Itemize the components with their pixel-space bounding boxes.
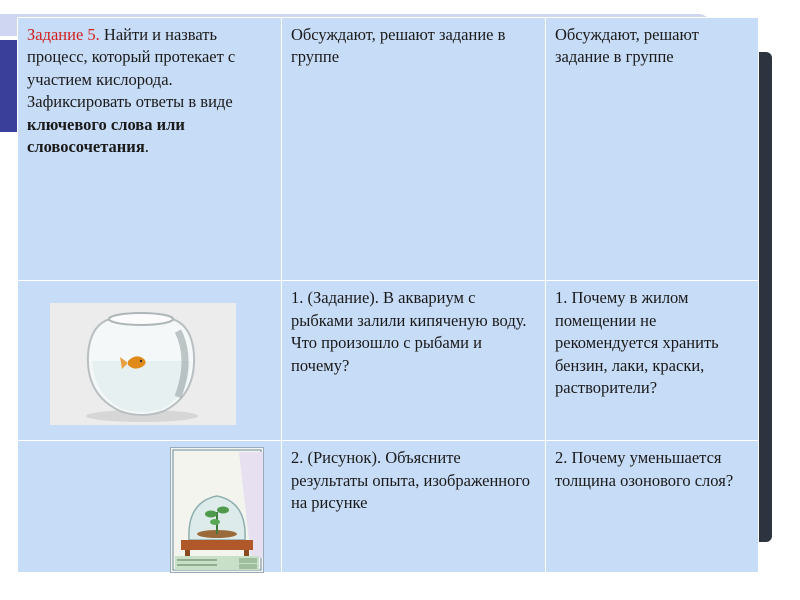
fishbowl-image <box>50 303 236 425</box>
task-cell <box>18 18 282 281</box>
row1-col3-text: Обсуждают, решают задание в группе <box>555 25 699 67</box>
table-row <box>18 281 759 441</box>
row3-col3-cell <box>546 441 759 573</box>
row2-col2-cell <box>282 281 546 441</box>
fishbowl-image-cell <box>18 281 282 441</box>
task-label: Задание 5. <box>27 25 100 44</box>
table-row <box>18 441 759 573</box>
plant-bell-jar-image <box>170 447 264 573</box>
lesson-table <box>17 17 759 573</box>
row1-col3-cell <box>546 18 759 281</box>
row3-col2-cell <box>282 441 546 573</box>
task-end: . <box>144 137 149 157</box>
bell-jar-plant-icon <box>171 448 263 572</box>
table-row <box>18 18 759 281</box>
fishbowl-icon <box>50 303 236 425</box>
decorative-right-shadow <box>758 52 772 542</box>
row3-col3-text: 2. Почему уменьшается толщина озонового слоя? <box>555 448 734 490</box>
row1-col2-cell <box>282 18 546 281</box>
row3-col2-text: 2. (Рисунок). Объясните результаты опыта, изображенного на рисунке <box>291 448 530 513</box>
row1-col2-text: Обсуждают, решают задание в группе <box>291 25 506 67</box>
task-text: Найти и назвать процесс, который протекает с участием кислорода. Зафиксировать ответы в виде <box>27 25 236 112</box>
decorative-left-bar <box>0 40 18 132</box>
row2-col3-cell <box>546 281 759 441</box>
plant-image-cell <box>18 441 282 573</box>
task-keyword: ключевого слова или словосочетания <box>27 114 185 157</box>
row2-col2-text: 1. (Задание). В аквариум с рыбками залили кипяченую воду. Что произошло с рыбами и почему? <box>291 288 527 375</box>
row2-col3-text: 1. Почему в жилом помещении не рекомендуется хранить бензин, лаки, краски, растворители? <box>555 288 719 398</box>
